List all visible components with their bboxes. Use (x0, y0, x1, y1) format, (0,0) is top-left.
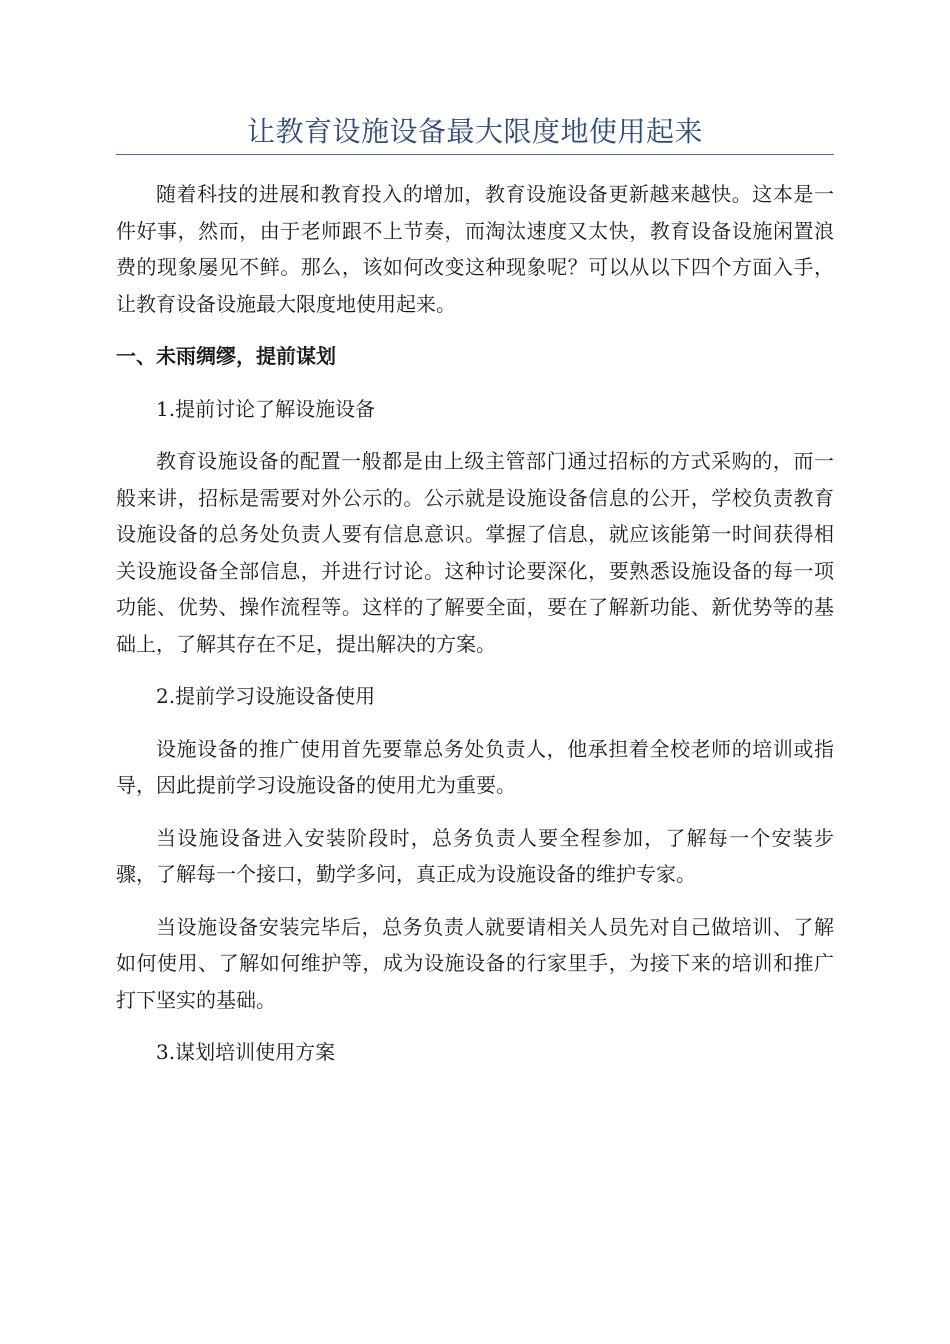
subheading-3: 3.谋划培训使用方案 (156, 1040, 336, 1064)
document-body (116, 176, 834, 1087)
paragraph-sub2-c: 当设施设备安装完毕后，总务负责人就要请相关人员先对自己做培训、了解如何使用、了解如何维护等，成为设施设备的行家里手，为接下来的培训和推广打下坚实的基础。 (116, 914, 834, 1012)
paragraph-sub2-a: 设施设备的推广使用首先要靠总务处负责人，他承担着全校老师的培训或指导，因此提前学习设施设备的使用尤为重要。 (116, 736, 834, 797)
subheading-1: 1.提前讨论了解设施设备 (156, 396, 376, 421)
paragraph-sub2-b: 当设施设备进入安装阶段时，总务负责人要全程参加，了解每一个安装步骤，了解每一个接口，勤学多问，真正成为设施设备的维护专家。 (116, 825, 834, 886)
title-underline (116, 154, 834, 155)
paragraph-sub1: 教育设施设备的配置一般都是由上级主管部门通过招标的方式采购的，而一般来讲，招标是需要对外公示的。公示就是设施设备信息的公开，学校负责教育设施设备的总务处负责人要有信息意识。掌握了信息，就应该能第一时间获得相关设施设备全部信息，并进行讨论。这种讨论要深化，要熟悉设施设备的每一项功能、优势、操作流程等。这样的了解要全面，要在了解新功能、新优势等的基础上，了解其存在不足，提出解决的方案。 (116, 449, 834, 656)
document-title: 让教育设施设备最大限度地使用起来 (246, 115, 703, 148)
subheading-2: 2.提前学习设施设备使用 (156, 684, 376, 708)
intro-paragraph: 随着科技的进展和教育投入的增加，教育设施设备更新越来越快。这本是一件好事，然而，由于老师跟不上节奏，而淘汰速度又太快，教育设备设施闲置浪费的现象屡见不鲜。那么，该如何改变这种现象呢？可以从以下四个方面入手，让教育设备设施最大限度地使用起来。 (116, 182, 834, 316)
section-heading-1: 一、未雨绸缪，提前谋划 (116, 344, 336, 368)
